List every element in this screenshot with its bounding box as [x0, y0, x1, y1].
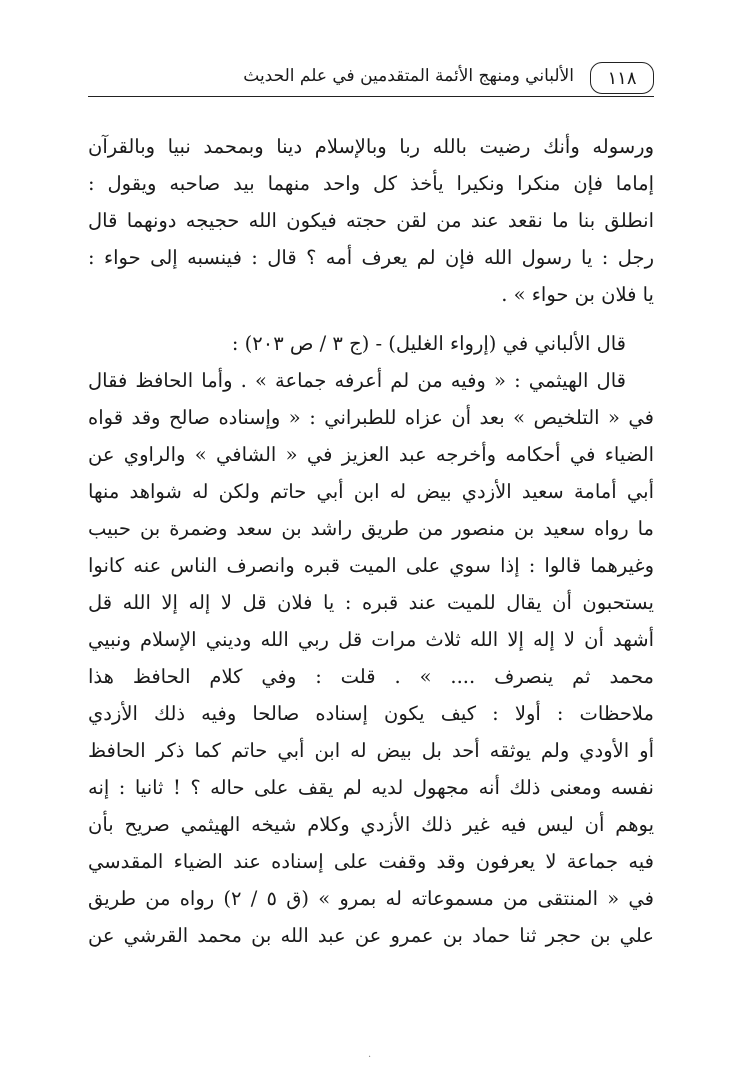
text-line: رجل : يا رسول الله فإن لم يعرف أمه ؟ قال : فينسبه إلى حواء : — [88, 246, 654, 269]
running-title: الألباني ومنهج الأئمة المتقدمين في علم الحديث — [243, 66, 574, 86]
page-body — [88, 128, 654, 954]
text-line: يوهم أن ليس فيه غير ذلك الأزدي وكلام شيخه الهيثمي صريح بأن — [88, 813, 654, 836]
text-line: أشهد أن لا إله إلا الله ثلاث مرات قل ربي الله وديني الإسلام ونبيي — [88, 628, 654, 651]
text-line: في « المنتقى من مسموعاته له بمرو » (ق ٥ / ٢) رواه من طريق — [88, 887, 654, 910]
text-line: الضياء في أحكامه وأخرجه عبد العزيز في « الشافي » والراوي عن — [88, 443, 654, 466]
text-line: محمد ثم ينصرف .... » . قلت : وفي كلام الحافظ هذا — [88, 665, 654, 688]
footer-mark: · — [368, 1052, 372, 1063]
text-line: أو الأودي ولم يوثقه أحد بل بيض له ابن أبي حاتم كما ذكر الحافظ — [88, 739, 654, 762]
text-line: ملاحظات : أولا : كيف يكون إسناده صالحا وفيه ذلك الأزدي — [88, 702, 654, 725]
text-line: يستحبون أن يقال للميت عند قبره : يا فلان قل لا إله إلا الله قل — [88, 591, 654, 614]
text-line: وغيرهما قالوا : إذا سوي على الميت قبره وانصرف الناس عنه كانوا — [88, 554, 654, 577]
header-rule — [88, 96, 654, 97]
page-number: ١١٨ — [590, 62, 654, 94]
citation-heading: قال الألباني في (إرواء الغليل) - (ج ٣ / ص ٢٠٣) : — [231, 332, 626, 355]
text-line: قال الهيثمي : « وفيه من لم أعرفه جماعة » . وأما الحافظ فقال — [88, 369, 626, 392]
text-line: أبي أمامة سعيد الأزدي بيض له ابن أبي حاتم ولكن له شواهد منها — [88, 480, 654, 503]
text-line: انطلق بنا ما نقعد عند من لقن حجته فيكون الله حجيجه دونهما قال — [88, 209, 654, 232]
text-line: إماما فإن منكرا ونكيرا يأخذ كل واحد منهما بيد صاحبه ويقول : — [88, 172, 654, 195]
text-line: في « التلخيص » بعد أن عزاه للطبراني : « وإسناده صالح وقد قواه — [88, 406, 654, 429]
text-line: فيه جماعة لا يعرفون وقد وقفت على إسناده عند الضياء المقدسي — [88, 850, 654, 873]
text-line: علي بن حجر ثنا حماد بن عمرو عن عبد الله بن محمد القرشي عن — [88, 924, 654, 947]
page-header — [88, 58, 654, 102]
text-line: نفسه ومعنى ذلك أنه مجهول لديه لم يقف على حاله ؟ ! ثانيا : إنه — [88, 776, 654, 799]
text-line: ورسوله وأنك رضيت بالله ربا وبالإسلام دينا وبمحمد نبيا وبالقرآن — [88, 135, 654, 158]
text-line: يا فلان بن حواء » . — [501, 283, 654, 306]
text-line: ما رواه سعيد بن منصور من طريق راشد بن سعد وضمرة بن حبيب — [88, 517, 654, 540]
